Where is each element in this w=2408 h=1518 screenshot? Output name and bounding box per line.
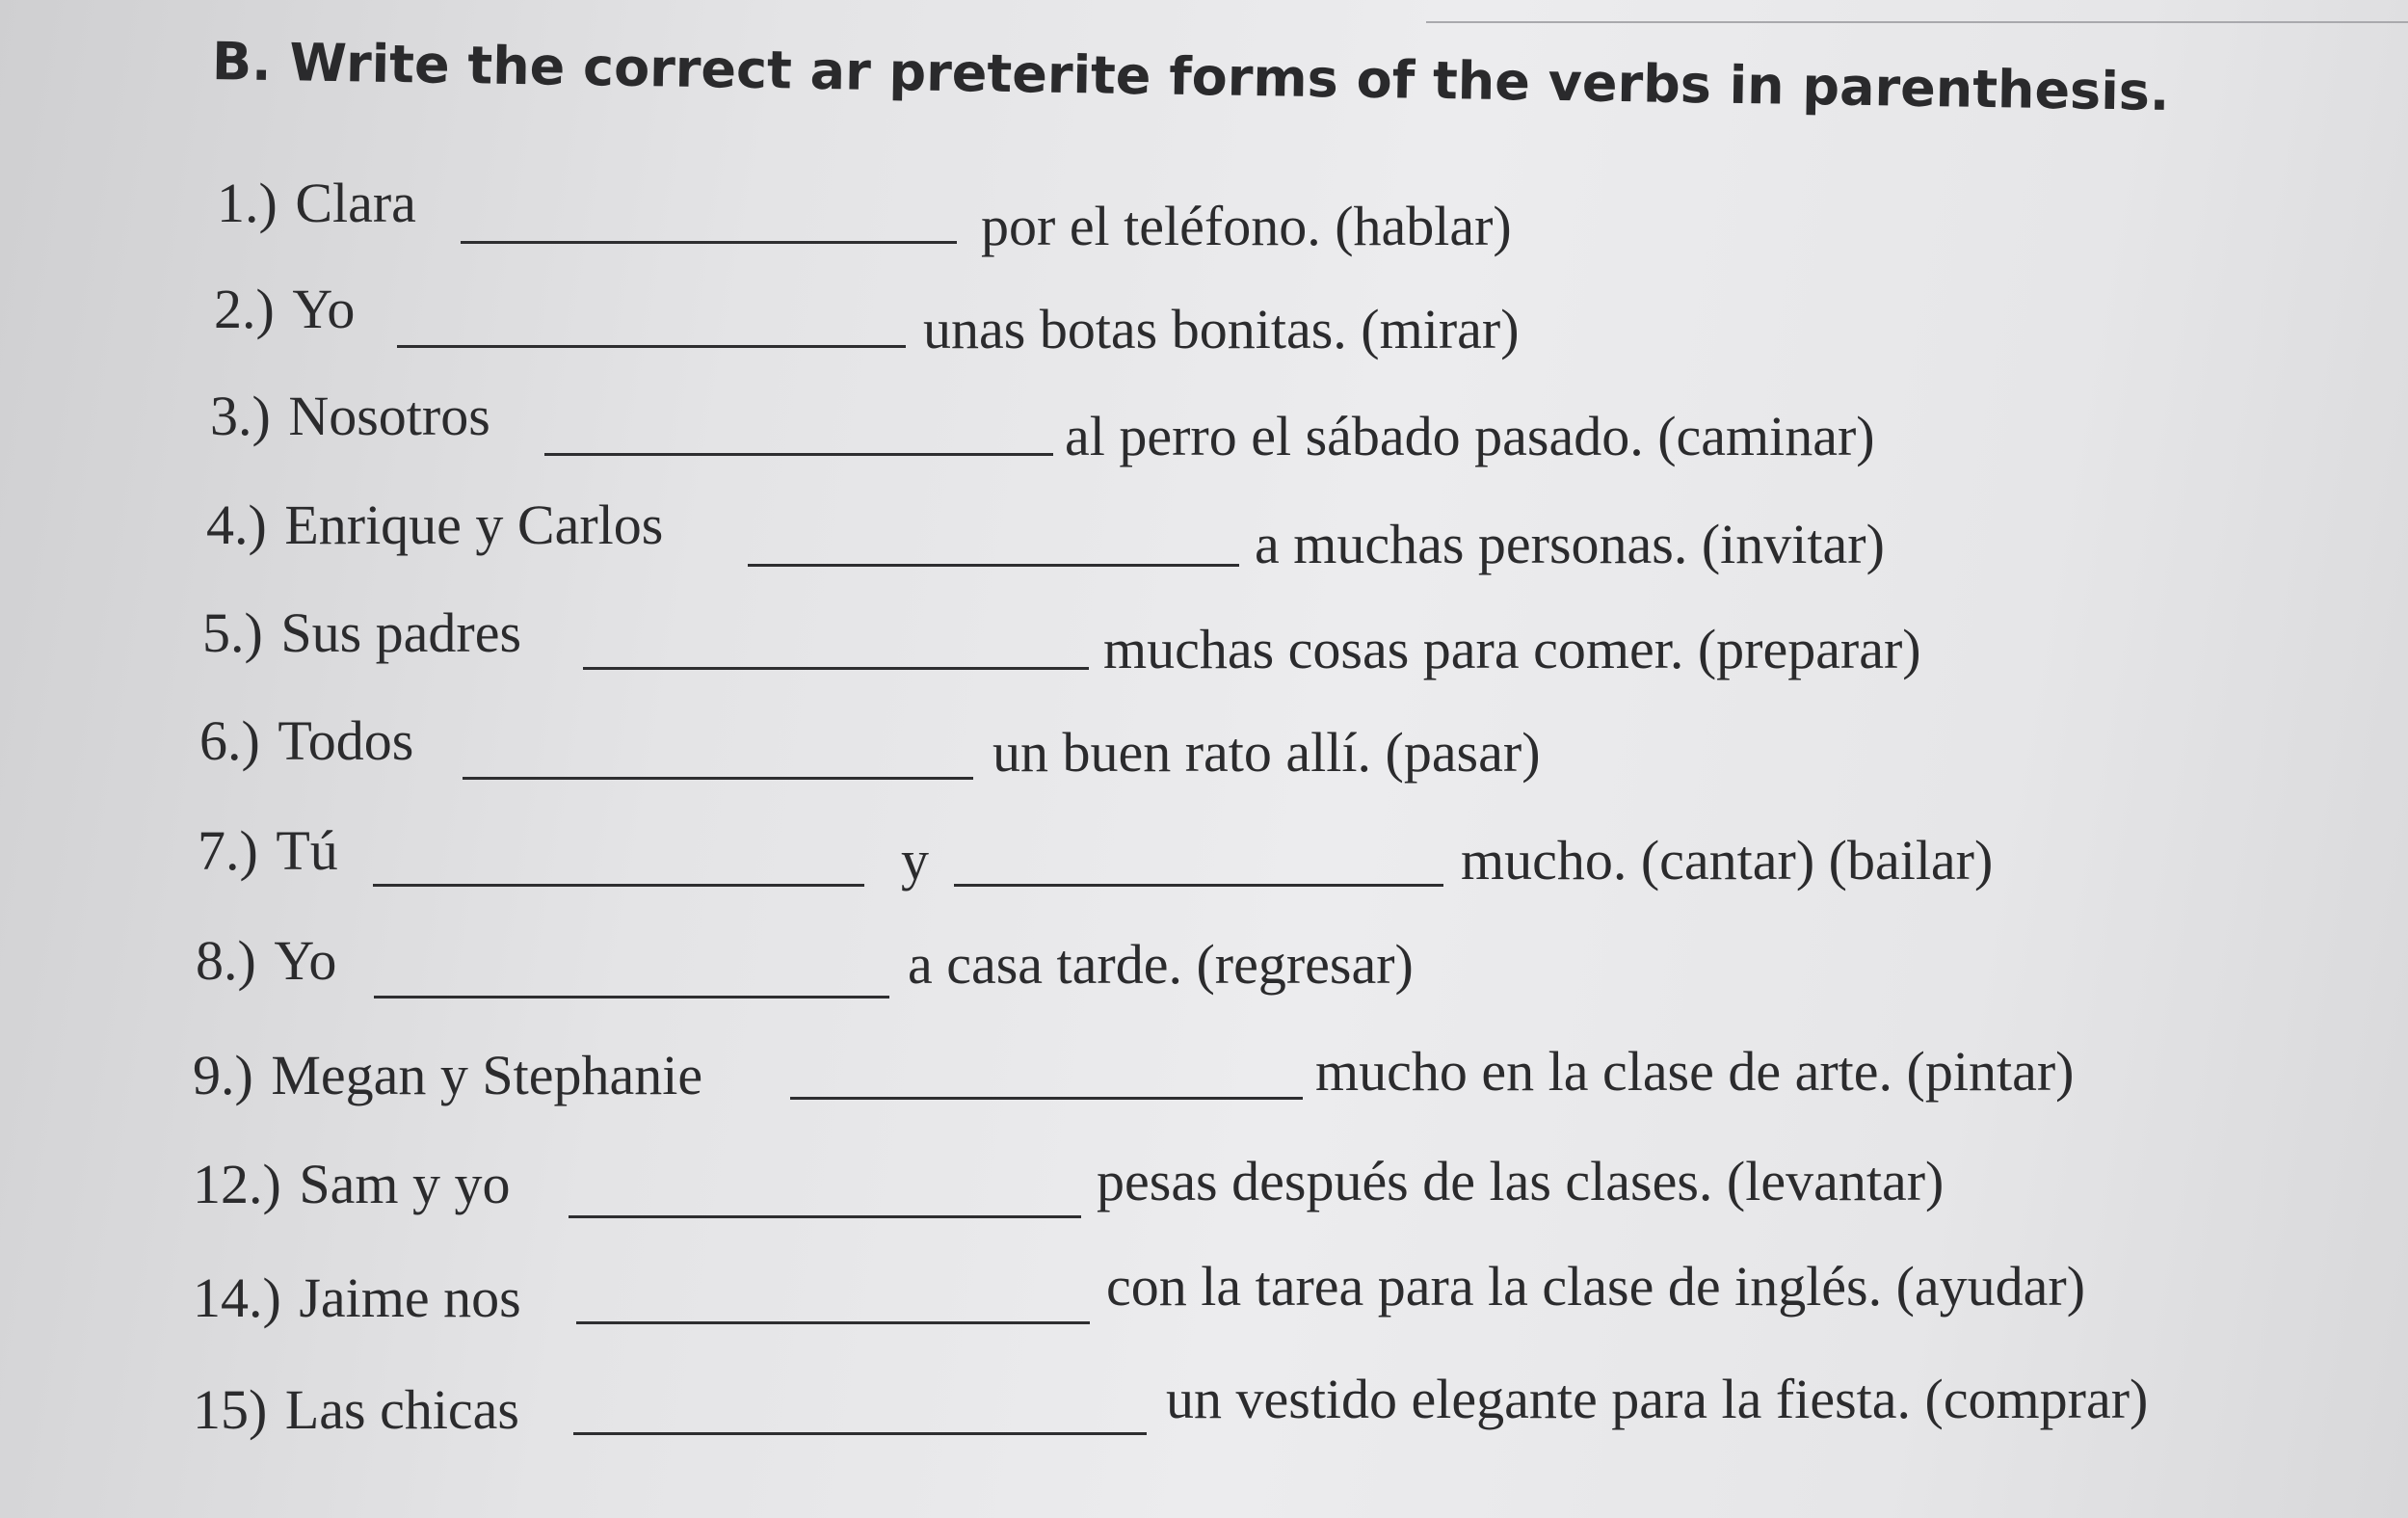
exercise-subject: Jaime nos bbox=[299, 1266, 521, 1329]
exercise-2-rest: unas botas bonitas. (mirar) bbox=[923, 298, 1520, 360]
exercise-6-prompt bbox=[199, 709, 414, 772]
exercise-subject: Yo bbox=[274, 929, 337, 992]
exercise-4-blank[interactable] bbox=[748, 564, 1239, 567]
exercise-8-rest: a casa tarde. (regresar) bbox=[908, 933, 1414, 996]
exercise-8-prompt bbox=[196, 929, 337, 992]
exercise-9-blank[interactable] bbox=[790, 1097, 1303, 1100]
exercise-7-blank-2[interactable] bbox=[954, 884, 1443, 887]
exercise-9-prompt bbox=[193, 1044, 703, 1106]
exercise-14-blank[interactable] bbox=[576, 1321, 1090, 1324]
exercise-subject: Sus padres bbox=[280, 601, 522, 664]
paper-edge-line bbox=[1426, 0, 2408, 23]
exercise-1-prompt bbox=[217, 172, 416, 234]
exercise-12-rest: pesas después de las clases. (levantar) bbox=[1097, 1150, 1945, 1212]
exercise-3-prompt bbox=[210, 385, 490, 447]
exercise-subject: Nosotros bbox=[288, 385, 490, 447]
exercise-7-prompt bbox=[198, 819, 338, 882]
exercise-9-rest: mucho en la clase de arte. (pintar) bbox=[1315, 1040, 2075, 1103]
exercise-number: 12.) bbox=[193, 1153, 281, 1215]
exercise-4-rest: a muchas personas. (invitar) bbox=[1255, 513, 1885, 575]
exercise-14-rest: con la tarea para la clase de inglés. (ayudar) bbox=[1106, 1255, 2086, 1318]
exercise-subject: Tú bbox=[276, 819, 338, 882]
exercise-12-prompt bbox=[193, 1153, 511, 1215]
exercise-7-blank-1[interactable] bbox=[373, 884, 864, 887]
exercise-number: 9.) bbox=[193, 1044, 253, 1106]
exercise-number: 2.) bbox=[214, 278, 275, 340]
exercise-6-blank[interactable] bbox=[463, 777, 973, 780]
exercise-15-blank[interactable] bbox=[573, 1432, 1147, 1435]
exercise-subject: Todos bbox=[278, 709, 414, 772]
exercise-6-rest: un buen rato allí. (pasar) bbox=[992, 721, 1541, 784]
exercise-number: 1.) bbox=[217, 172, 278, 234]
exercise-number: 3.) bbox=[210, 385, 271, 447]
exercise-2-blank[interactable] bbox=[397, 345, 906, 348]
exercise-7-rest: mucho. (cantar) (bailar) bbox=[1461, 829, 1994, 892]
exercise-number: 14.) bbox=[193, 1266, 281, 1329]
exercise-15-prompt bbox=[193, 1378, 519, 1441]
exercise-5-rest: muchas cosas para comer. (preparar) bbox=[1103, 618, 1921, 680]
exercise-number: 8.) bbox=[196, 929, 256, 992]
exercise-number: 15) bbox=[193, 1378, 268, 1441]
exercise-1-blank[interactable] bbox=[461, 241, 957, 244]
exercise-subject: Clara bbox=[295, 172, 416, 234]
exercise-7-connector: y bbox=[901, 829, 929, 892]
exercise-14-prompt bbox=[193, 1266, 521, 1329]
exercise-8-blank[interactable] bbox=[374, 996, 889, 999]
exercise-2-prompt bbox=[214, 278, 356, 340]
exercise-15-rest: un vestido elegante para la fiesta. (comprar) bbox=[1166, 1368, 2149, 1430]
exercise-subject: Las chicas bbox=[284, 1378, 519, 1441]
exercise-3-blank[interactable] bbox=[544, 453, 1053, 456]
exercise-5-blank[interactable] bbox=[583, 667, 1089, 670]
exercise-number: 4.) bbox=[206, 493, 267, 556]
exercise-heading: B. Write the correct ar preterite forms of the verbs in parenthesis. bbox=[211, 31, 2170, 122]
exercise-5-prompt bbox=[202, 601, 522, 664]
exercise-number: 6.) bbox=[199, 709, 260, 772]
exercise-3-rest: al perro el sábado pasado. (caminar) bbox=[1065, 405, 1875, 467]
exercise-number: 7.) bbox=[198, 819, 258, 882]
exercise-1-rest: por el teléfono. (hablar) bbox=[981, 195, 1512, 257]
exercise-number: 5.) bbox=[202, 601, 263, 664]
exercise-subject: Sam y yo bbox=[299, 1153, 511, 1215]
exercise-subject: Enrique y Carlos bbox=[284, 493, 664, 556]
exercise-subject: Yo bbox=[292, 278, 356, 340]
exercise-subject: Megan y Stephanie bbox=[271, 1044, 703, 1106]
exercise-12-blank[interactable] bbox=[569, 1215, 1081, 1218]
exercise-4-prompt bbox=[206, 493, 664, 556]
